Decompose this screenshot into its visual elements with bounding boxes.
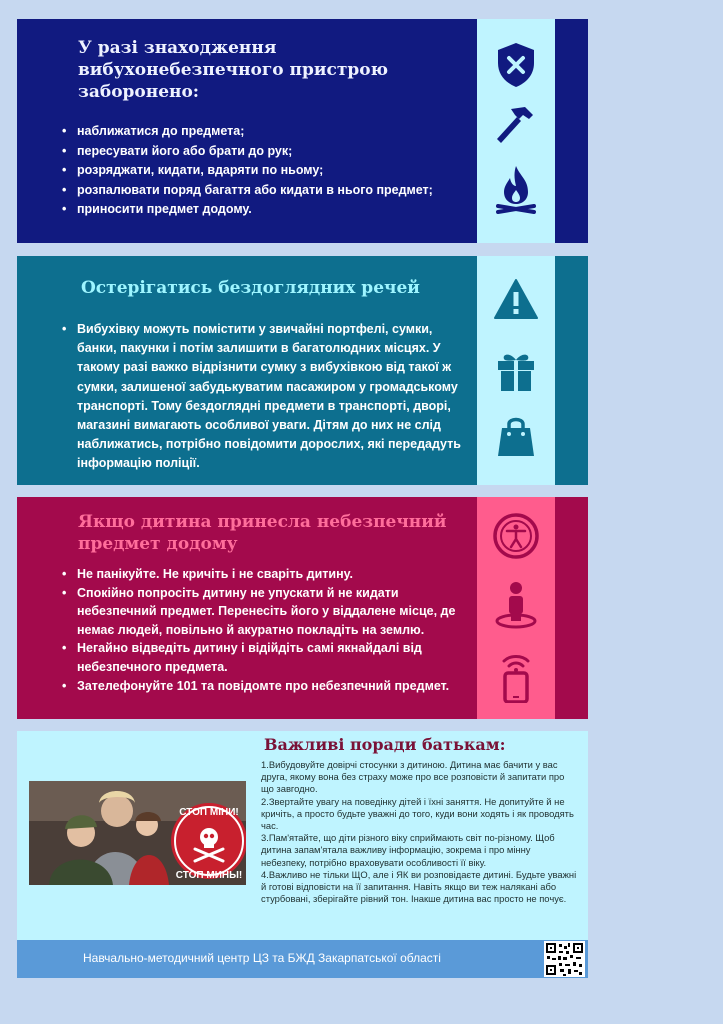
person-location-icon: [477, 581, 555, 629]
panel-content: [17, 19, 477, 243]
icon-strip: [477, 256, 555, 485]
list-item: • розряджати, кидати, вдаряти по ньому;: [61, 161, 471, 181]
list-item: • Вибухівку можуть помістити у звичайні портфелі, сумки, банки, пакунки і потім залишити в багатолюдних місцях. У такому разі важко відрізнити сумку з вибухівкою від такої ж сумки, залишеної забудькуватим пасажиром у громадському транспорті. Тому бездоглядні предмети в транспорті, дворі, магазині вимагають особливої уваги. Дітям до них не слід наближатись, потрібно повідомити дорослих, які передадуть інформацію поліції.: [61, 320, 461, 474]
phone-signal-icon: [477, 651, 555, 703]
tips-title: Важливі поради батькам:: [264, 735, 506, 754]
footer-organization: Навчально-методичний центр ЦЗ та БЖД Закарпатської області: [83, 951, 441, 965]
panel-title: Якщо дитина принесла небезпечний предмет додому: [78, 512, 447, 554]
panel-content: [17, 497, 477, 719]
footer-bar: [17, 940, 588, 978]
sign-top-text: СТОП МІНИ!: [179, 807, 239, 818]
prohibited-actions-panel: [17, 19, 588, 243]
icon-strip: [477, 19, 555, 243]
tips-text: 1.Вибудовуйте довірчі стосунки з дитиною. Дитина має бачити у вас друга, якому вона без страху може про все розповісти й запитати про що завгодно. 2.Звертайте увагу на поведінку дітей і їхні заняття. Не допитуйте й не кричіть, а просто будьте уважні до того, куди вони ходять і як проводять час. 3.Пам'ятайте, що діти різного віку сприймають світ по-різному. Щоб дитина запам'ятала важливу інформацію, зокрема і про мінну небезпеку, потрібно враховувати особливості її віку. 4.Важливо не тільки ЩО, але і ЯК ви розповідаєте дитині. Будьте уважні й готові відповісти на її запитання. Навіть якщо ви теж налякані або стурбовані, зберігайте рівний тон. Інакше дитина вас просто не почує.: [261, 759, 577, 905]
child-brought-item-panel: [17, 497, 588, 719]
panel-edge: [555, 497, 588, 719]
children-mine-warning-photo: [29, 781, 246, 885]
hammer-icon: [477, 103, 555, 145]
list-item: • Негайно відведіть дитину і відійдіть самі якнайдалі від небезпечного предмета.: [61, 639, 471, 676]
panel-edge: [555, 19, 588, 243]
list-item: • розпалювати поряд багаття або кидати в нього предмет;: [61, 181, 471, 201]
campfire-icon: [477, 164, 555, 214]
list-item: • наближатися до предмета;: [61, 122, 471, 142]
parent-tips-panel: [17, 731, 588, 940]
sign-bottom-text: СТОП МИНЫ!: [175, 870, 243, 881]
prohibited-list: [61, 122, 471, 220]
qr-code-icon[interactable]: [544, 941, 585, 977]
list-item: • Спокійно попросіть дитину не упускати й не кидати небезпечний предмет. Перенесіть його у віддалене місце, де немає людей, повільно й акуратно покладіть на землю.: [61, 584, 471, 640]
list-item: • Зателефонуйте 101 та повідомте про небезпечний предмет.: [61, 677, 471, 696]
panel-title: У разі знаходження вибухонебезпечного пристрою заборонено:: [78, 38, 389, 102]
panel-title: Остерігатись бездоглядних речей: [81, 278, 420, 298]
panel-edge: [555, 256, 588, 485]
unattended-list: [61, 320, 461, 474]
warning-icon: [477, 278, 555, 320]
panel-content: [17, 256, 477, 485]
unattended-items-panel: [17, 256, 588, 485]
shopping-bag-icon: [477, 414, 555, 458]
gift-icon: [477, 350, 555, 392]
icon-strip: [477, 497, 555, 719]
list-item: • Не панікуйте. Не кричіть і не сваріть дитину.: [61, 565, 471, 584]
instructions-list: [61, 565, 471, 695]
shield-x-icon: [477, 41, 555, 89]
list-item: • приносити предмет додому.: [61, 200, 471, 220]
accessibility-icon: [477, 512, 555, 560]
list-item: • пересувати його або брати до рук;: [61, 142, 471, 162]
